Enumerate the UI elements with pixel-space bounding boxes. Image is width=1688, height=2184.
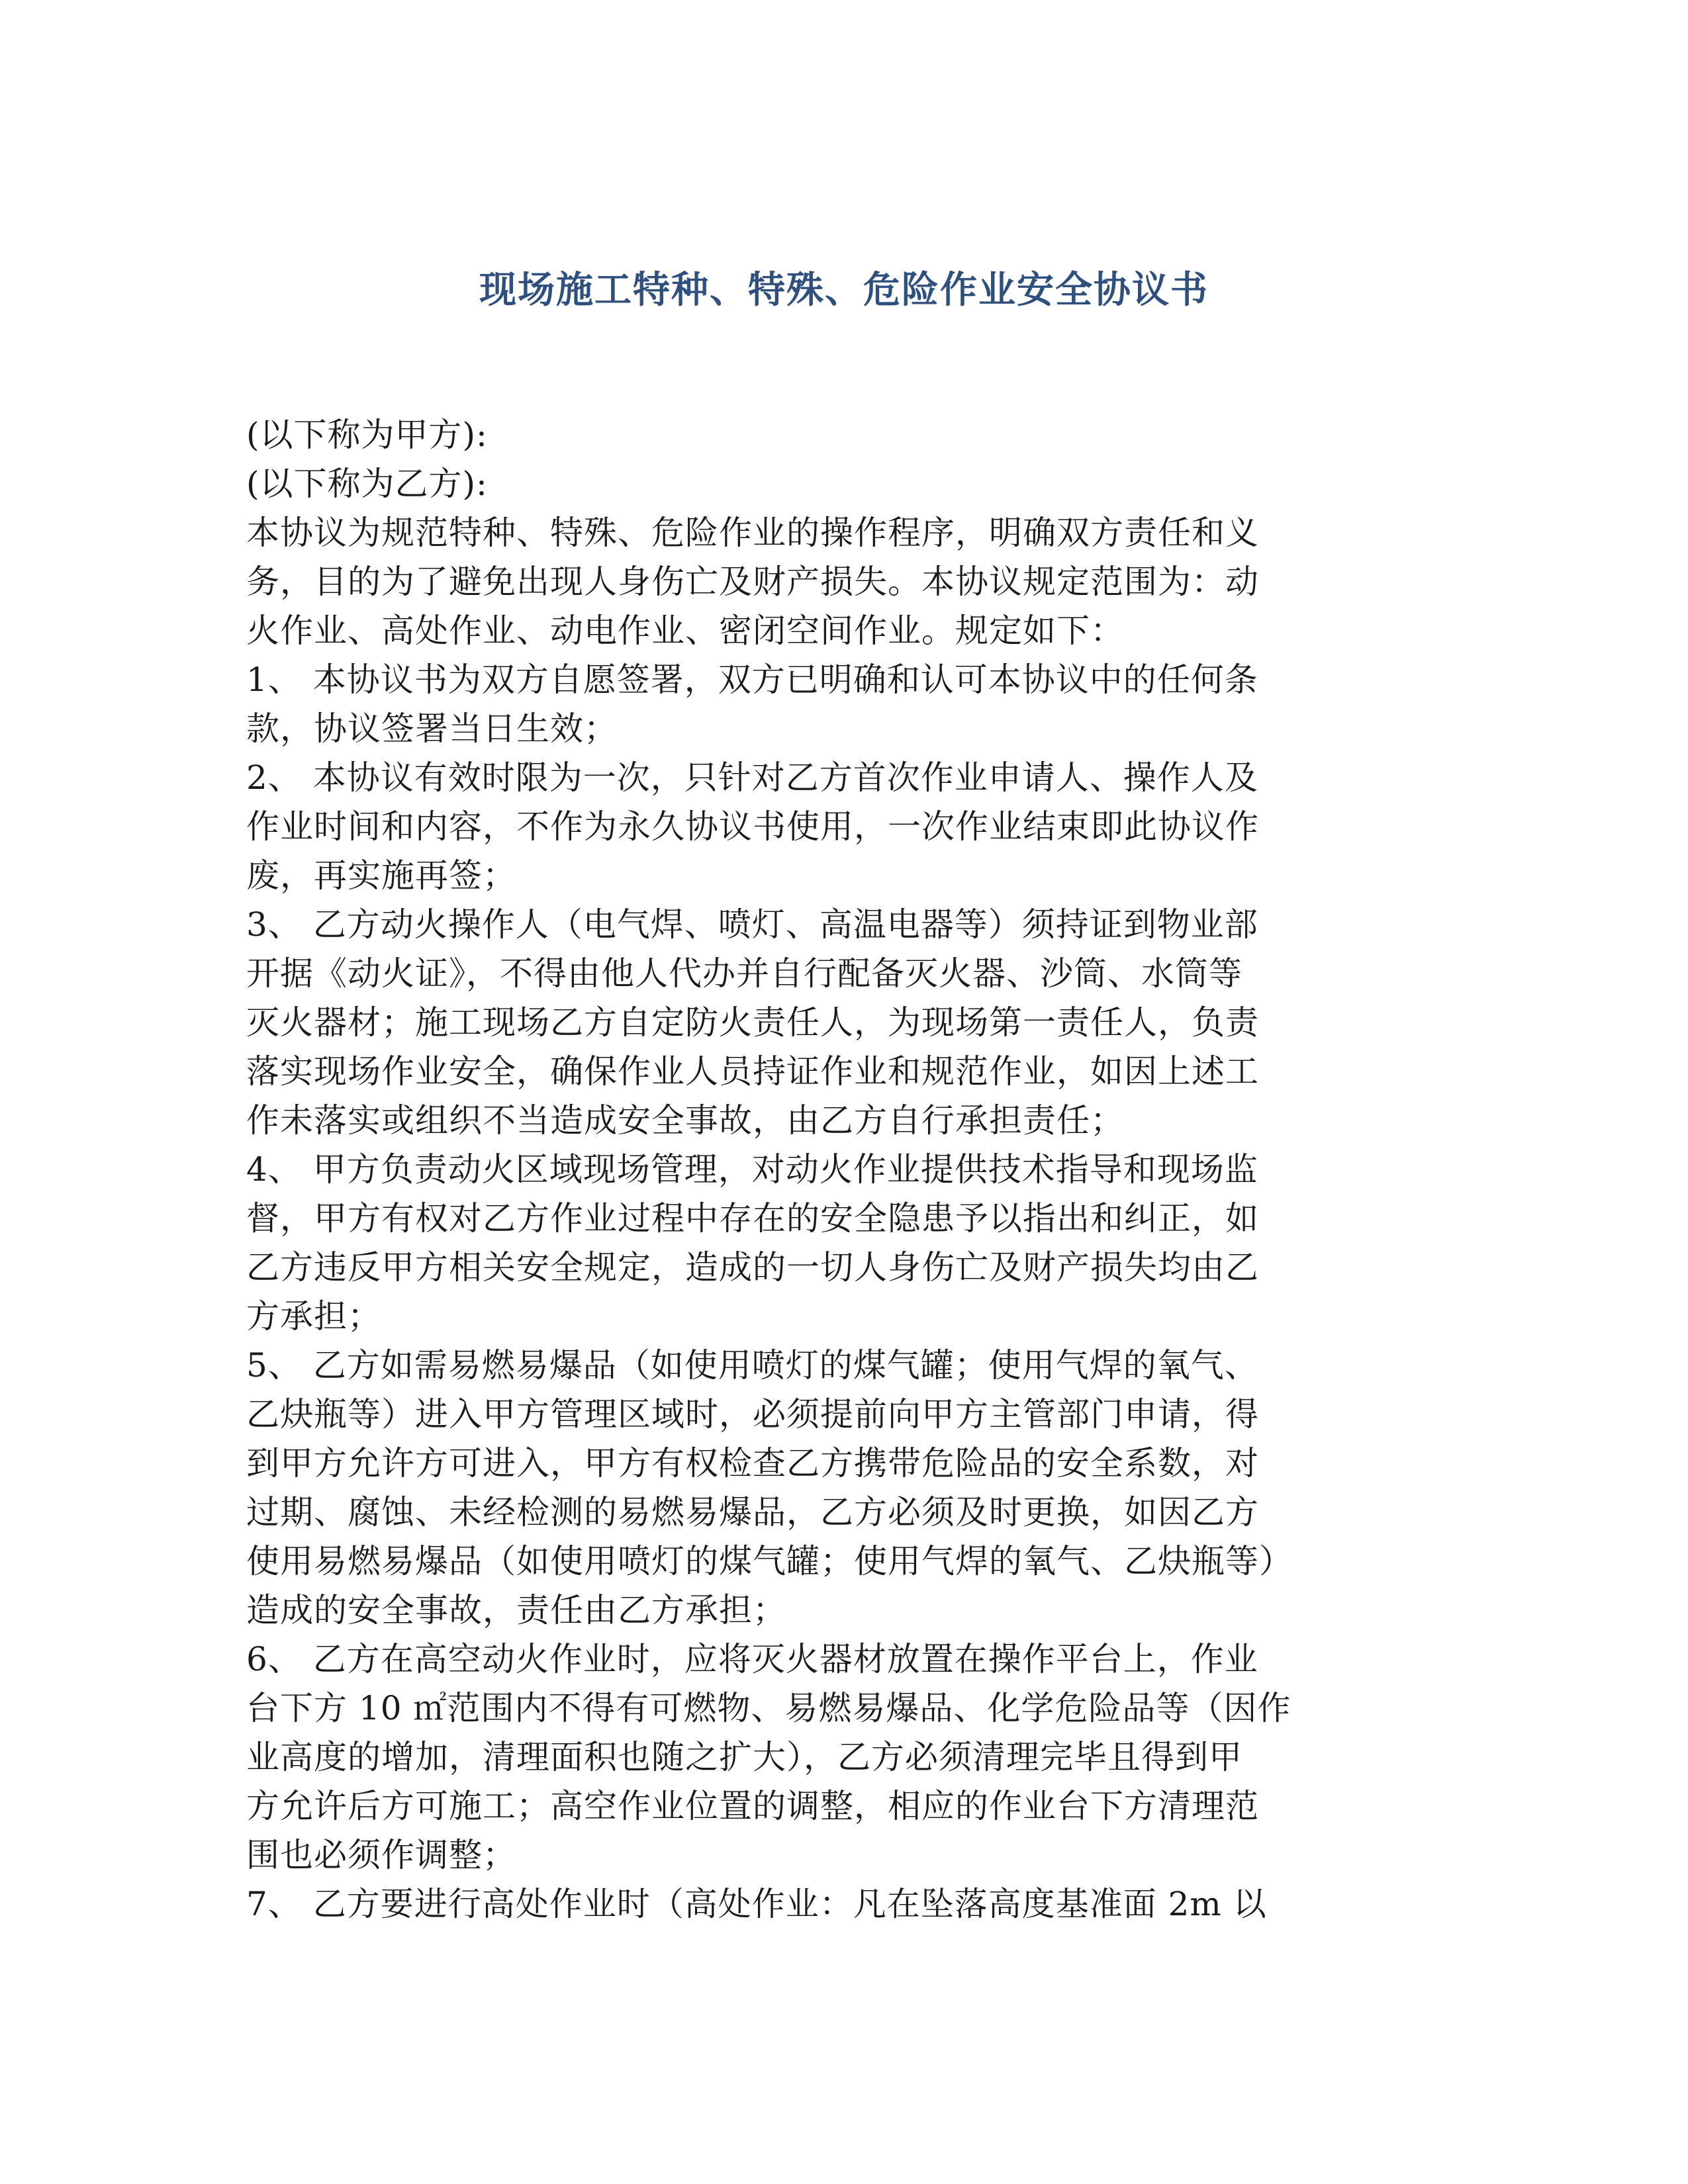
clause-line: 5、 乙方如需易燃易爆品（如使用喷灯的煤气罐；使用气焊的氧气、 (246, 1346, 1258, 1385)
clause-line: 方允许后方可施工；高空作业位置的调整，相应的作业台下方清理范 (246, 1787, 1259, 1825)
clause-line: 台下方 10 ㎡范围内不得有可燃物、易燃易爆品、化学危险品等（因作 (246, 1689, 1291, 1727)
clause-line: 灭火器材；施工现场乙方自定防火责任人，为现场第一责任人，负责 (246, 1003, 1259, 1042)
clause-line: 1、 本协议书为双方自愿签署，双方已明确和认可本协议中的任何条 (246, 660, 1258, 699)
clause-line: 造成的安全事故，责任由乙方承担； (246, 1591, 786, 1629)
document-title: 现场施工特种、特殊、危险作业安全协议书 (479, 268, 1209, 312)
clause-line: 过期、腐蚀、未经检测的易燃易爆品，乙方必须及时更换，如因乙方 (246, 1493, 1259, 1531)
clause-line: 开据《动火证》，不得由他人代办并自行配备灭火器、沙筒、水筒等 (246, 954, 1243, 993)
clause-line: 到甲方允许方可进入，甲方有权检查乙方携带危险品的安全系数，对 (246, 1444, 1259, 1482)
party-b-line: (以下称为乙方): (246, 465, 488, 503)
clause-line: 督，甲方有权对乙方作业过程中存在的安全隐患予以指出和纠正，如 (246, 1199, 1259, 1238)
clause-line: 4、 甲方负责动火区域现场管理，对动火作业提供技术指导和现场监 (246, 1150, 1258, 1189)
clause-line: 方承担； (246, 1297, 381, 1336)
clause-line: 乙方违反甲方相关安全规定，造成的一切人身伤亡及财产损失均由乙 (246, 1248, 1259, 1287)
party-a-line: (以下称为甲方): (246, 416, 488, 454)
intro-line: 火作业、高处作业、动电作业、密闭空间作业。规定如下： (246, 612, 1124, 650)
clause-line: 业高度的增加，清理面积也随之扩大），乙方必须清理完毕且得到甲 (246, 1738, 1243, 1776)
clause-line: 7、 乙方要进行高处作业时（高处作业：凡在坠落高度基准面 2m 以 (246, 1885, 1267, 1923)
clause-line: 款，协议签署当日生效； (246, 709, 618, 748)
clause-line: 使用易燃易爆品（如使用喷灯的煤气罐；使用气焊的氧气、乙炔瓶等） (246, 1542, 1293, 1580)
clause-line: 2、 本协议有效时限为一次，只针对乙方首次作业申请人、操作人及 (246, 758, 1258, 797)
clause-line: 围也必须作调整； (246, 1836, 516, 1874)
clause-line: 6、 乙方在高空动火作业时，应将灭火器材放置在操作平台上，作业 (246, 1640, 1258, 1678)
clause-line: 落实现场作业安全，确保作业人员持证作业和规范作业，如因上述工 (246, 1052, 1259, 1091)
clause-line: 3、 乙方动火操作人（电气焊、喷灯、高温电器等）须持证到物业部 (246, 905, 1258, 944)
clause-line: 作未落实或组织不当造成安全事故，由乙方自行承担责任； (246, 1101, 1124, 1140)
intro-line: 务，目的为了避免出现人身伤亡及财产损失。本协议规定范围为：动 (246, 563, 1259, 601)
clause-line: 作业时间和内容，不作为永久协议书使用，一次作业结束即此协议作 (246, 807, 1259, 846)
clause-line: 乙炔瓶等）进入甲方管理区域时，必须提前向甲方主管部门申请，得 (246, 1395, 1259, 1433)
clause-line: 废，再实施再签； (246, 856, 516, 895)
intro-line: 本协议为规范特种、特殊、危险作业的操作程序，明确双方责任和义 (246, 514, 1259, 552)
